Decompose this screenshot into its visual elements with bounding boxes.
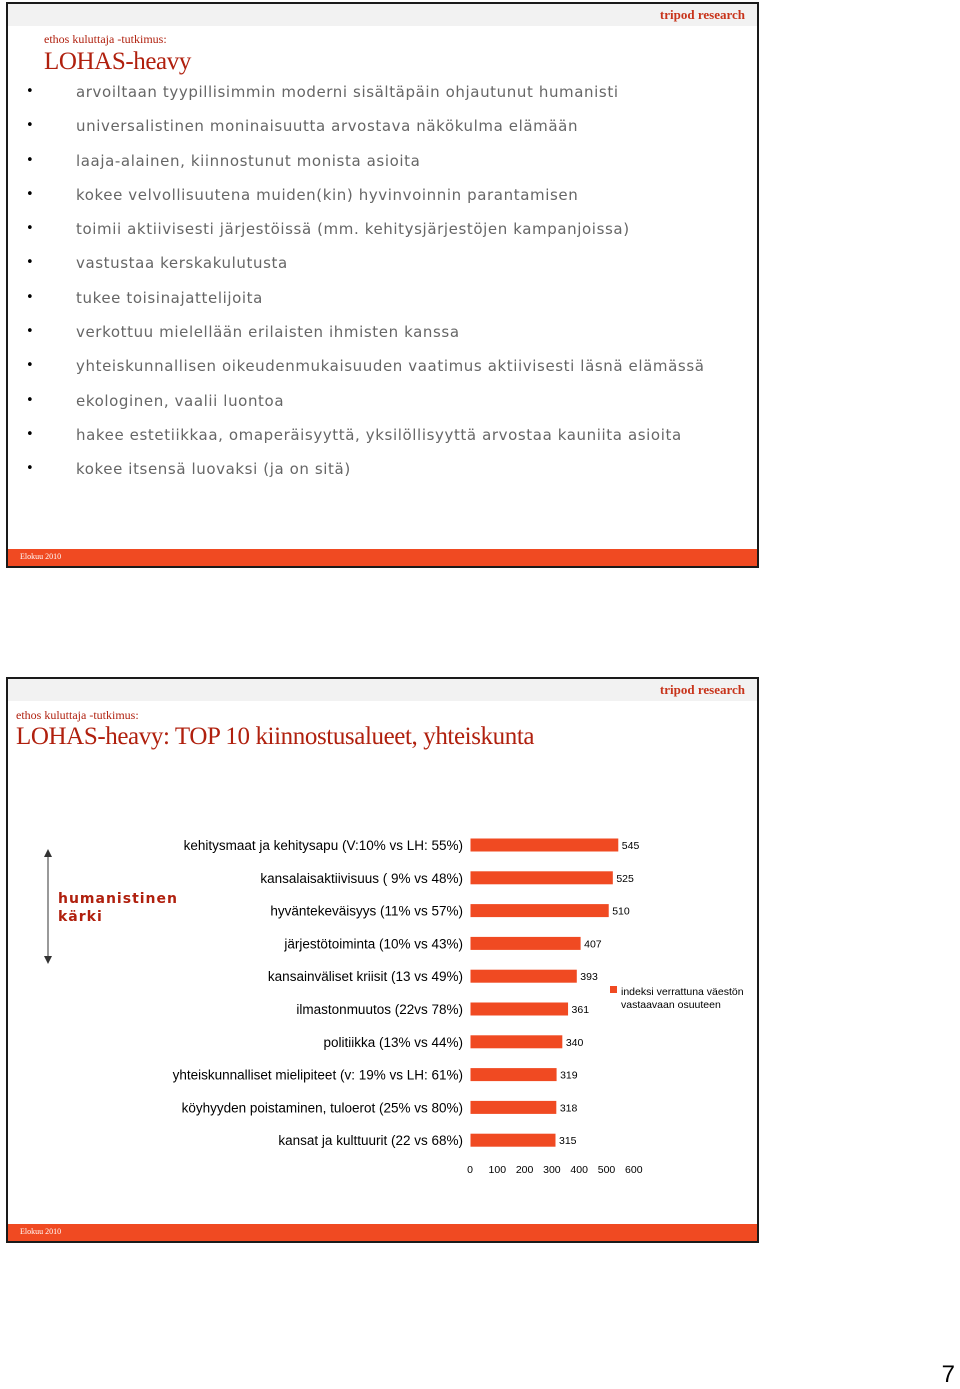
slide-title: LOHAS-heavy xyxy=(44,48,191,75)
category-label: hyväntekeväisyys (11% vs 57%) xyxy=(270,903,463,919)
bullet-text: tukee toisinajattelijoita xyxy=(76,288,263,307)
bullet-icon: • xyxy=(26,358,35,374)
x-tick-label: 500 xyxy=(597,1164,616,1177)
x-tick-label: 200 xyxy=(515,1164,534,1177)
bullet-item xyxy=(26,322,726,342)
data-label: 315 xyxy=(558,1135,577,1148)
data-label: 407 xyxy=(584,938,602,951)
x-tick-label: 400 xyxy=(570,1164,588,1177)
x-tick-label: 300 xyxy=(543,1164,561,1177)
category-label: politiikka (13% vs 44%) xyxy=(323,1034,463,1050)
bullet-item xyxy=(26,185,726,205)
annotation-label-line1: humanistinen xyxy=(58,891,178,907)
footer-date: Elokuu 2010 xyxy=(20,1227,62,1236)
category-label: ilmastonmuutos (22vs 78%) xyxy=(296,1002,463,1017)
bar xyxy=(470,1002,569,1016)
slide-subtitle: ethos kuluttaja -tutkimus: xyxy=(44,32,167,46)
bar xyxy=(470,1100,557,1114)
slide-subtitle: ethos kuluttaja -tutkimus: xyxy=(16,708,139,722)
category-label: kansalaisaktiivisuus ( 9% vs 48%) xyxy=(260,870,463,886)
brand-label: tripod research xyxy=(659,7,745,22)
data-label: 361 xyxy=(571,1004,590,1016)
x-tick-label: 0 xyxy=(467,1164,473,1177)
bullet-item xyxy=(26,391,726,411)
bullet-text: verkottuu mielellään erilaisten ihmisten kanssa xyxy=(76,323,460,342)
bullet-text: universalistinen moninaisuutta arvostava näkökulma elämään xyxy=(76,117,579,136)
bullet-item xyxy=(26,356,726,376)
bullet-text: ekologinen, vaalii luontoa xyxy=(76,391,285,410)
bullet-text: yhteiskunnallisen oikeudenmukaisuuden vaatimus aktiivisesti läsnä elämässä xyxy=(76,357,705,376)
x-tick-label: 600 xyxy=(625,1164,643,1177)
bullet-list xyxy=(26,82,726,494)
annotation-label-line2: kärki xyxy=(58,909,103,925)
data-label: 510 xyxy=(612,905,630,918)
slide-top10-interests xyxy=(6,677,759,1243)
bar xyxy=(470,969,577,983)
bullet-item xyxy=(26,116,726,136)
bullet-icon: • xyxy=(26,221,35,237)
bullet-item xyxy=(26,151,726,171)
bullet-item xyxy=(26,425,726,445)
bar xyxy=(470,904,609,918)
bar xyxy=(470,936,581,950)
bar xyxy=(470,1068,557,1082)
bullet-text: kokee velvollisuutena muiden(kin) hyvinvoinnin parantamisen xyxy=(76,185,579,204)
chart-bars xyxy=(173,838,640,1148)
data-label: 525 xyxy=(616,872,634,885)
annotation-arrow-head-bottom xyxy=(44,956,52,964)
bullet-icon: • xyxy=(26,461,35,477)
bullet-icon: • xyxy=(26,392,35,408)
slide-lohas-heavy xyxy=(6,2,759,568)
legend-text-line1: indeksi verrattuna väestön xyxy=(621,986,744,998)
category-label: kehitysmaat ja kehitysapu (V:10% vs LH: 55%) xyxy=(183,838,463,853)
annotation-arrow-head-top xyxy=(44,849,52,857)
bullet-icon: • xyxy=(26,84,35,99)
bullet-icon: • xyxy=(26,324,35,340)
slide-header-bar xyxy=(8,4,757,26)
data-label: 393 xyxy=(580,971,598,984)
bar-chart xyxy=(8,679,757,1199)
footer-date: Elokuu 2010 xyxy=(20,552,62,561)
data-label: 340 xyxy=(565,1036,584,1049)
bar xyxy=(470,871,613,885)
bullet-text: laaja-alainen, kiinnostunut monista asioita xyxy=(76,151,421,170)
bullet-text: arvoiltaan tyypillisimmin moderni sisältäpäin ohjautunut humanisti xyxy=(76,83,619,101)
bar xyxy=(470,838,619,852)
bullet-item xyxy=(26,253,726,273)
slide-footer xyxy=(8,1224,757,1241)
page-number: 7 xyxy=(941,1361,955,1388)
brand-label: tripod research xyxy=(659,682,745,697)
x-tick-label: 100 xyxy=(488,1164,507,1177)
category-label: köyhyyden poistaminen, tuloerot (25% vs 80%) xyxy=(181,1100,463,1116)
bullet-item xyxy=(26,219,726,239)
category-label: järjestötoiminta (10% vs 43%) xyxy=(284,936,463,952)
bullet-icon: • xyxy=(26,118,35,134)
legend-text-line2: vastaavaan osuuteen xyxy=(621,999,721,1011)
slide-footer xyxy=(8,549,757,566)
bullet-icon: • xyxy=(26,289,35,305)
data-label: 319 xyxy=(560,1069,578,1082)
slide-title: LOHAS-heavy: TOP 10 kiinnostusalueet, yhteiskunta xyxy=(16,723,535,750)
bullet-item xyxy=(26,288,726,308)
category-label: yhteiskunnalliset mielipiteet (v: 19% vs LH: 61%) xyxy=(172,1067,463,1083)
bullet-item xyxy=(26,82,726,102)
bullet-icon: • xyxy=(26,255,35,271)
bar xyxy=(470,1035,563,1049)
bullet-icon: • xyxy=(26,426,35,442)
category-label: kansat ja kulttuurit (22 vs 68%) xyxy=(278,1133,463,1149)
bullet-text: toimii aktiivisesti järjestöissä (mm. kehitysjärjestöjen kampanjoissa) xyxy=(76,220,630,239)
bullet-text: hakee estetiikkaa, omaperäisyyttä, yksilöllisyyttä arvostaa kauniita asioita xyxy=(76,425,682,444)
bullet-text: kokee itsensä luovaksi (ja on sitä) xyxy=(76,460,351,479)
category-label: kansainväliset kriisit (13 vs 49%) xyxy=(267,969,463,985)
data-label: 318 xyxy=(559,1102,578,1115)
chart-x-axis xyxy=(467,1164,643,1176)
bullet-text: vastustaa kerskakulutusta xyxy=(76,254,288,273)
bar xyxy=(470,1133,556,1147)
data-label: 545 xyxy=(621,840,640,852)
bullet-icon: • xyxy=(26,152,35,168)
bullet-icon: • xyxy=(26,186,35,202)
legend-swatch xyxy=(610,986,617,993)
bullet-item xyxy=(26,459,726,479)
